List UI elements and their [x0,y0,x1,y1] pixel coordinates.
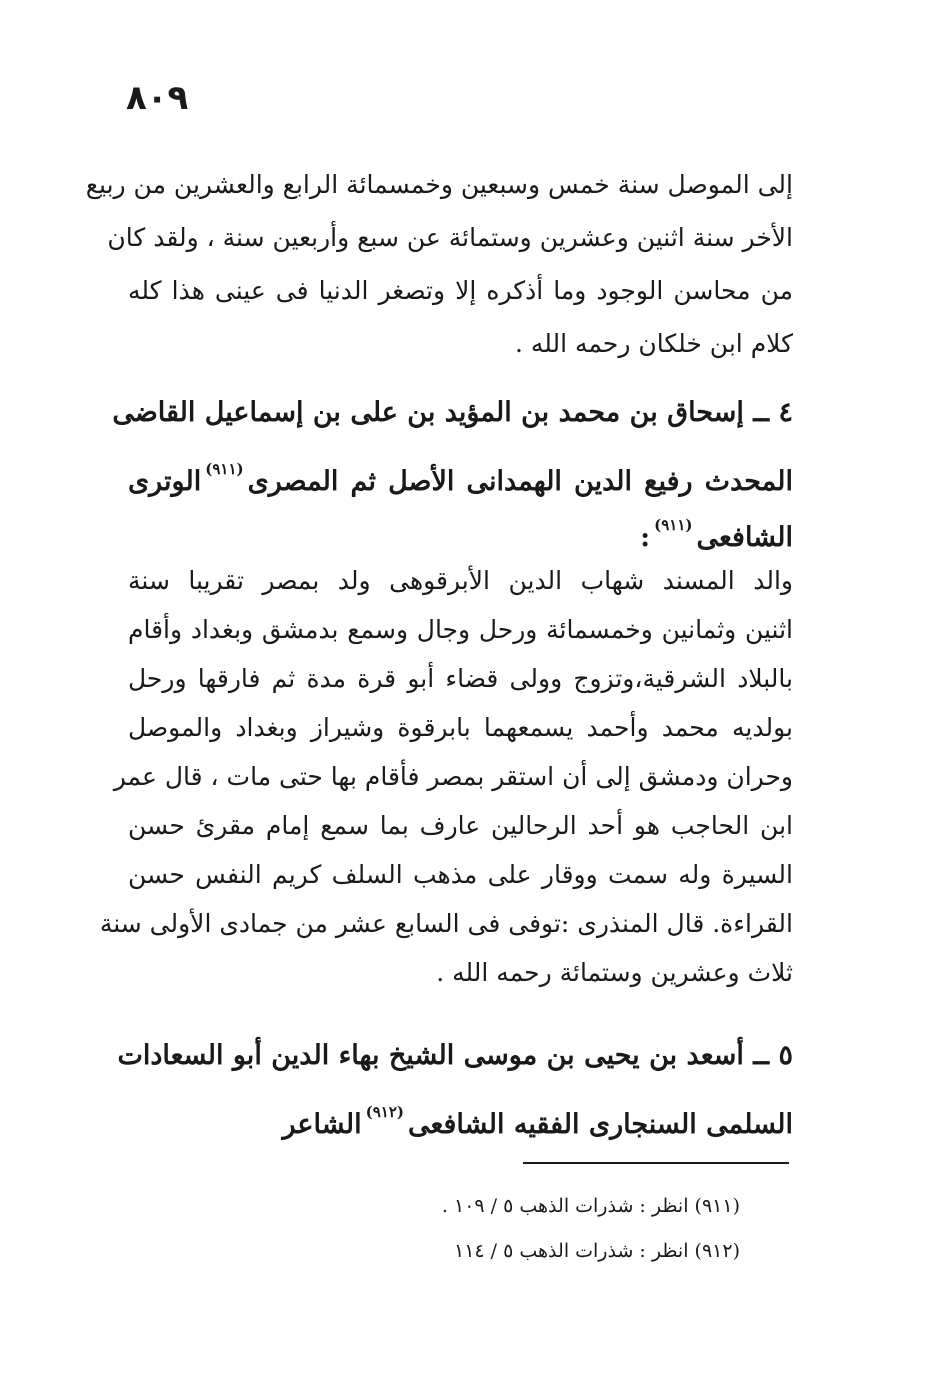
text-line: الأخر سنة اثنين وعشرين وستمائة عن سبع وأربعين سنة ، ولقد كان [107,223,793,252]
heading-line: ٥ ــ أسعد بن يحيى بن موسى الشيخ بهاء الدين أبو السعادات [117,1040,793,1071]
footnote-ref-912[interactable]: (٩١٢) [365,1103,404,1121]
text-line: القراءة. قال المنذرى :توفى فى السابع عشر من جمادى الأولى سنة [99,909,793,938]
text-line: من محاسن الوجود وما أذكره إلا وتصغر الدنيا فى عينى هذا كله [128,276,793,305]
entry-heading-4 [112,385,793,553]
text-line: السيرة وله سمت ووقار على مذهب السلف كريم النفس حسن [128,860,793,889]
heading-text: المحدث رفيع الدين الهمدانى الأصل ثم المصرى [247,466,793,497]
heading-line [128,497,793,553]
text-line: ابن الحاجب هو أحد الرحالين عارف بما سمع إمام مقرئ حسن [128,811,793,840]
footnote-ref-911[interactable]: (٩١١) [654,516,693,534]
footnote-divider [523,1162,789,1164]
heading-line [128,441,793,497]
heading-text: الوترى [128,466,202,497]
heading-text: الشافعى [696,522,793,553]
text-line: إلى الموصل سنة خمس وسبعين وخمسمائة الرابع والعشرين من ربيع [85,170,793,199]
entry-heading-5 [117,1028,793,1140]
text-line: بالبلاد الشرقية،وتزوج وولى قضاء أبو قرة مدة ثم فارقها ورحل [128,664,793,693]
footnote-911: (٩١١) انظر : شذرات الذهب ٥ / ١٠٩ . [441,1195,740,1217]
heading-text: : [640,522,651,553]
text-line: كلام ابن خلكان رحمه الله . [514,329,793,358]
text-line: بولديه محمد وأحمد يسمعهما بابرقوة وشيراز وبغداد والموصل [128,713,793,742]
heading-text: الشاعر [282,1109,362,1140]
paragraph-continuation [85,158,793,370]
footnote-912: (٩١٢) انظر : شذرات الذهب ٥ / ١١٤ [454,1240,740,1262]
text-line: والد المسند شهاب الدين الأبرقوهى ولد بمصر تقريبا سنة [128,566,793,595]
paragraph-biography [99,556,793,997]
footnote-ref-911[interactable]: (٩١١) [205,460,244,478]
page-number: ٨٠٩ [126,78,189,118]
heading-text: السلمى السنجارى الفقيه الشافعى [407,1109,793,1140]
text-line: وحران ودمشق إلى أن استقر بمصر فأقام بها حتى مات ، قال عمر [113,762,793,791]
text-line: اثنين وثمانين وخمسمائة ورحل وجال وسمع بدمشق وبغداد وأقام [128,615,793,644]
text-line: ثلاث وعشرين وستمائة رحمه الله . [436,958,793,987]
heading-line: ٤ ــ إسحاق بن محمد بن المؤيد بن على بن إسماعيل القاضى [112,397,793,428]
heading-line [128,1084,793,1140]
